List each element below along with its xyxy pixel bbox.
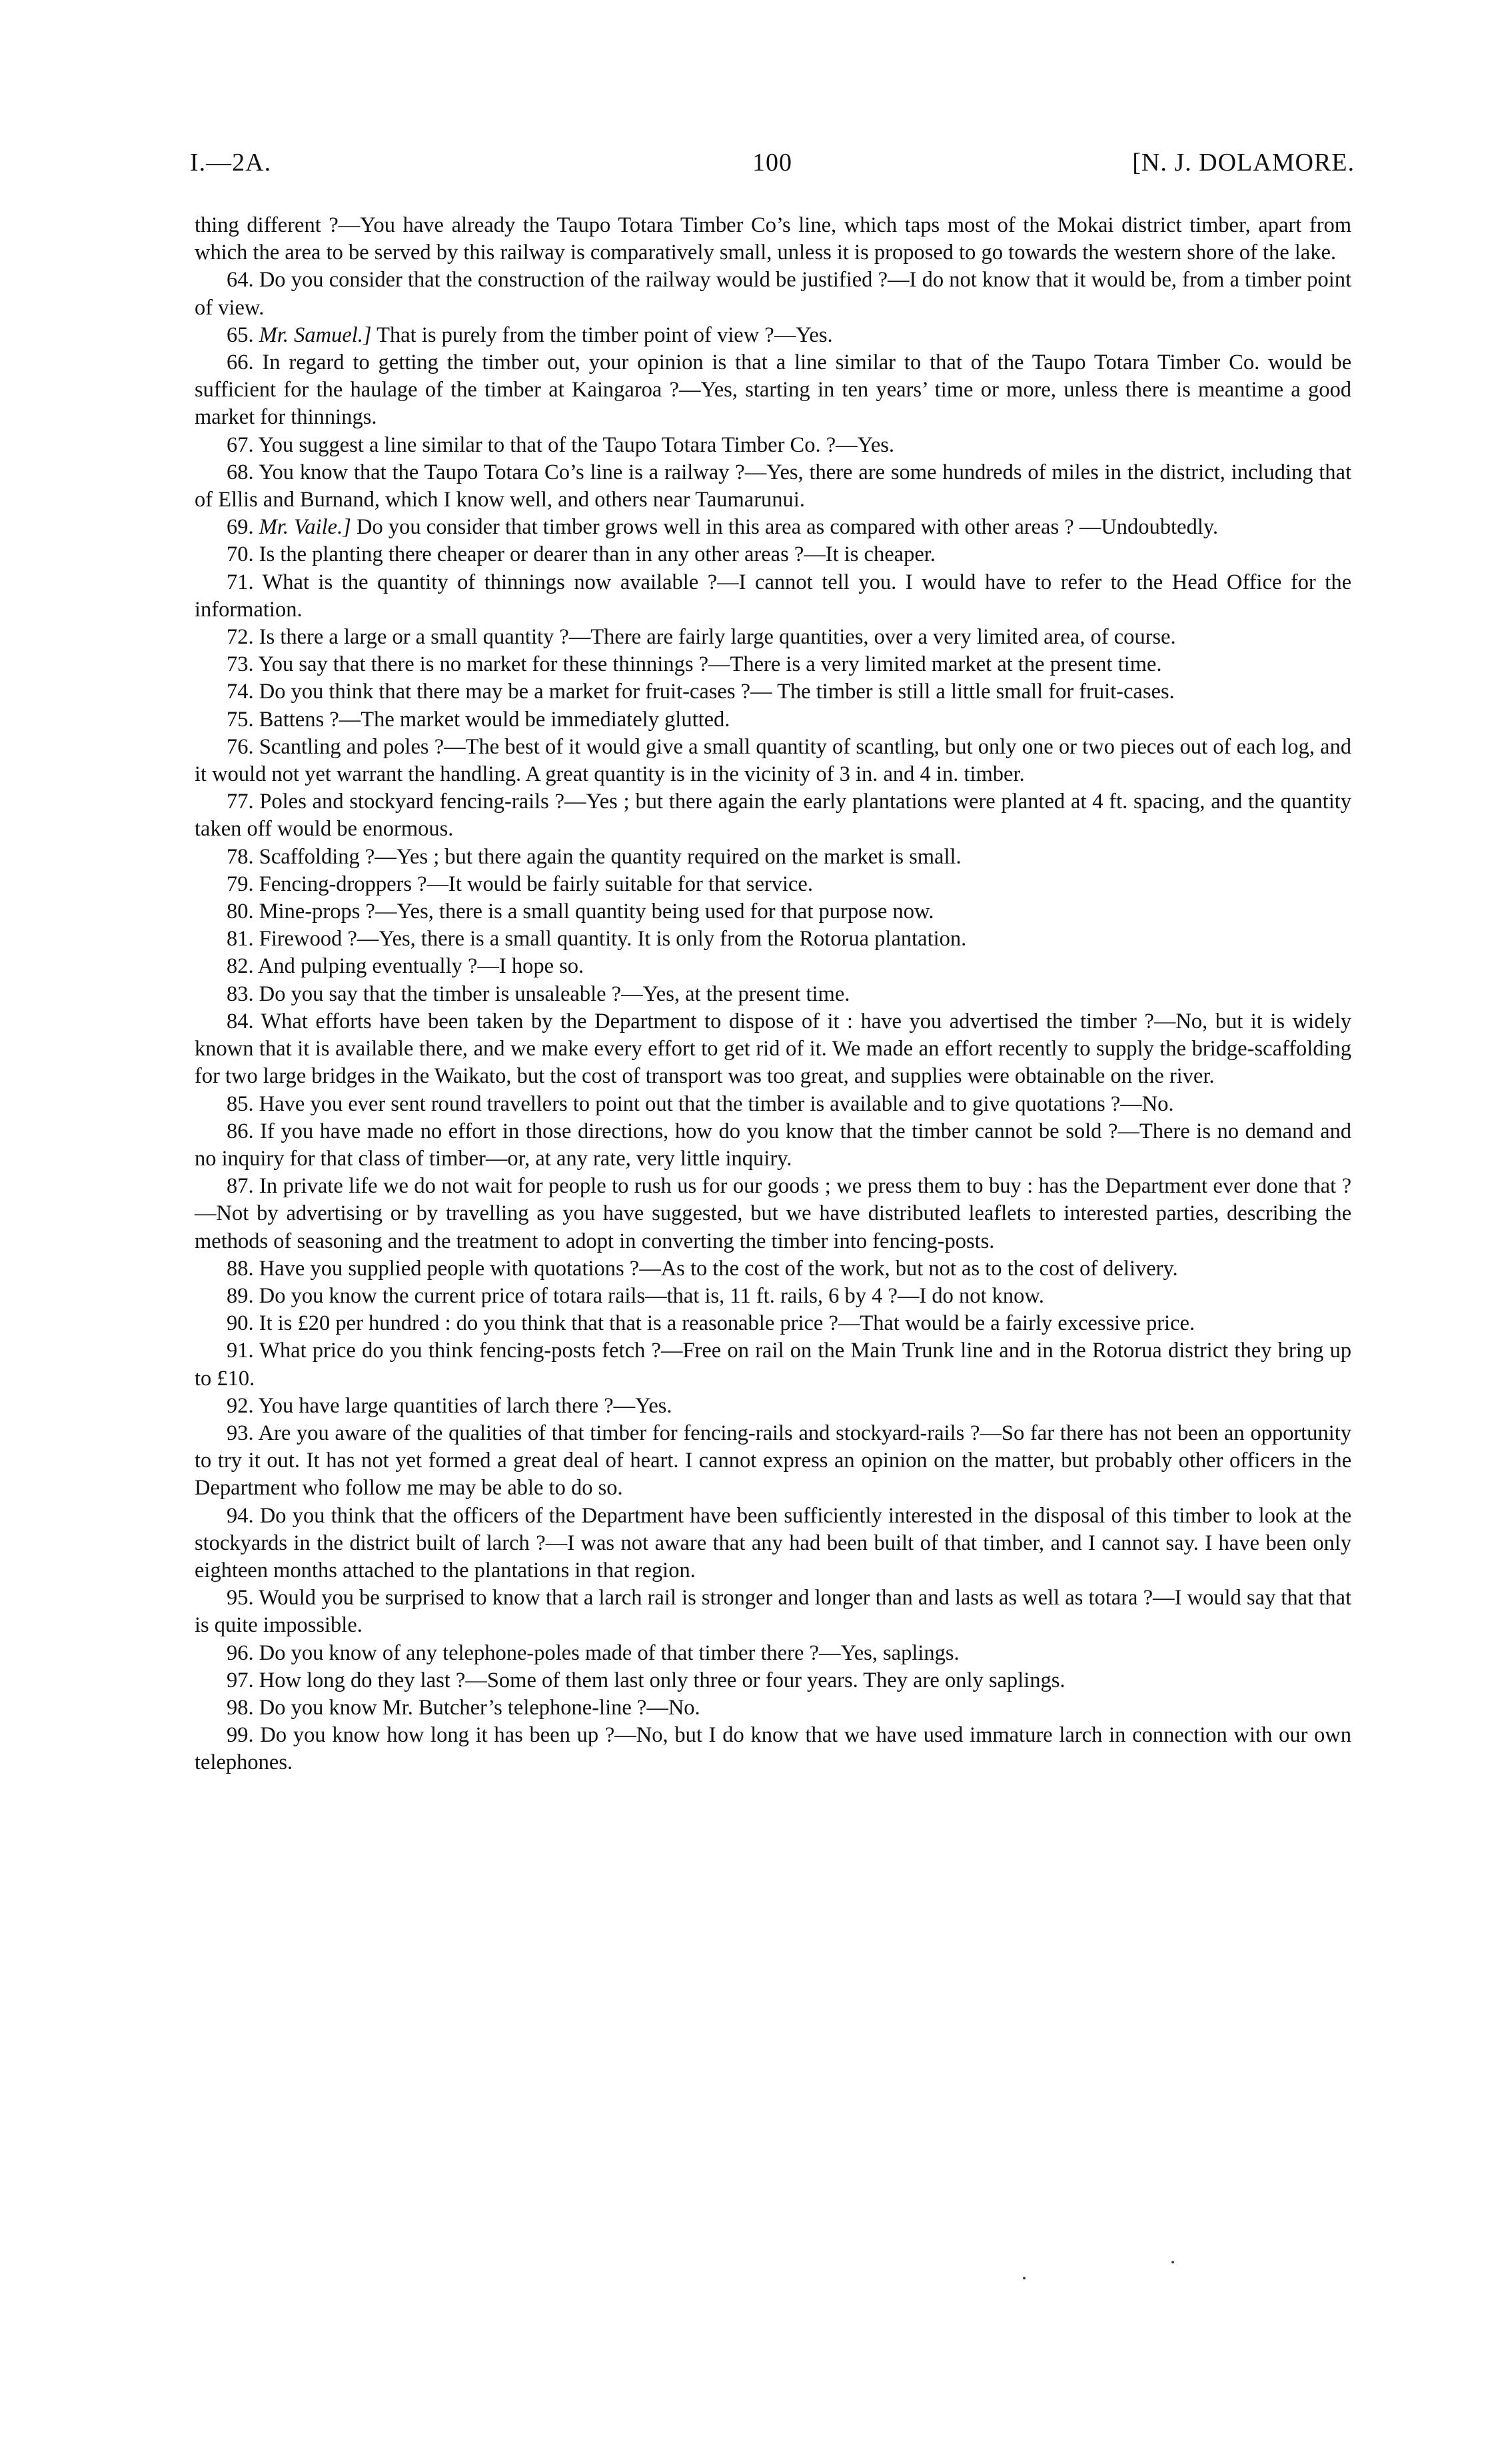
paragraph: 64. Do you consider that the construction of the railway would be justified ?—I do not know that it would be, from a timber point of view. <box>195 268 1351 320</box>
paragraph: 75. Battens ?—The market would be immediately glutted. <box>227 707 730 732</box>
paragraph: 76. Scantling and poles ?—The best of it would give a small quantity of scantling, but only one or two pieces out of each log, and it would not yet warrant the handling. A great quantity is in the vicinity of 3 in. and 4 in. timber. <box>195 734 1351 787</box>
paragraph: 93. Are you aware of the qualities of that timber for fencing-rails and stockyard-rails ?—So far there has not been an opportunity to try it out. It has not yet formed a great deal of heart. I cannot express an opinion on the matter, but probably other officers in the Department who follow me may be able to do so. <box>195 1421 1351 1501</box>
ink-speck <box>1171 2261 1174 2263</box>
paragraph: 98. Do you know Mr. Butcher’s telephone-line ?—No. <box>227 1695 700 1720</box>
paragraph: 86. If you have made no effort in those directions, how do you know that the timber cannot be sold ?—There is no demand and no inquiry for that class of timber—or, at any rate, very little inquiry. <box>195 1119 1351 1171</box>
ink-speck <box>1023 2277 1026 2279</box>
paragraph: 66. In regard to getting the timber out, your opinion is that a line similar to that of the Taupo Totara Timber Co. would be sufficient for the haulage of the timber at Kaingaroa ?—Yes, starting in ten years’ time or more, unless there is meantime a good market for thinnings. <box>195 350 1351 430</box>
paragraph: 96. Do you know of any telephone-poles made of that timber there ?—Yes, saplings. <box>227 1640 960 1665</box>
paragraph <box>195 322 1351 349</box>
speaker: Mr. Vaile.] <box>259 515 351 540</box>
paragraph: 97. How long do they last ?—Some of them last only three or four years. They are only saplings. <box>227 1668 1066 1692</box>
paragraph: 83. Do you say that the timber is unsaleable ?—Yes, at the present time. <box>227 981 850 1006</box>
page-number: 100 <box>752 149 792 177</box>
paragraph: 85. Have you ever sent round travellers to point out that the timber is available and to give quotations ?—No. <box>227 1091 1174 1116</box>
paragraph: 94. Do you think that the officers of the Department have been sufficiently interested in the disposal of this timber to look at the stockyards in the district built of larch ?—I was not aware that any had been built of that timber, and I cannot say. I have been only eighteen months attached to the plantations in that region. <box>195 1503 1351 1582</box>
paragraph: 80. Mine-props ?—Yes, there is a small quantity being used for that purpose now. <box>227 900 934 924</box>
page-body <box>195 212 1351 1777</box>
paragraph: 99. Do you know how long it has been up ?—No, but I do know that we have used immature larch in connection with our own telephones. <box>195 1723 1351 1775</box>
paragraph: 70. Is the planting there cheaper or dearer than in any other areas ?—It is cheaper. <box>227 542 936 567</box>
paragraph: 79. Fencing-droppers ?—It would be fairly suitable for that service. <box>227 872 813 896</box>
paragraph: 67. You suggest a line similar to that of the Taupo Totara Timber Co. ?—Yes. <box>227 432 895 457</box>
paragraph: 68. You know that the Taupo Totara Co’s line is a railway ?—Yes, there are some hundreds of miles in the district, including that of Ellis and Burnand, which I know well, and others near Taumarunui. <box>195 460 1351 512</box>
paragraph: 92. You have large quantities of larch there ?—Yes. <box>227 1393 672 1418</box>
paragraph: 89. Do you know the current price of totara rails—that is, 11 ft. rails, 6 by 4 ?—I do not know. <box>227 1283 1044 1308</box>
paragraph-text: Do you consider that timber grows well in this area as compared with other areas ? —Undoubtedly. <box>357 515 1219 540</box>
paragraph: 90. It is £20 per hundred : do you think that that is a reasonable price ?—That would be a fairly excessive price. <box>227 1311 1195 1336</box>
paragraph: 87. In private life we do not wait for people to rush us for our goods ; we press them to buy : has the Department ever done that ?—Not by advertising or by travelling as you have suggested, but we have distributed leaflets to interested parties, describing the methods of seasoning and the treatment to adopt in converting the timber into fencing-posts. <box>195 1174 1351 1253</box>
paragraph: 73. You say that there is no market for these thinnings ?—There is a very limited market at the present time. <box>227 652 1162 677</box>
paragraph: 82. And pulping eventually ?—I hope so. <box>227 954 584 979</box>
paragraph: 78. Scaffolding ?—Yes ; but there again the quantity required on the market is small. <box>227 844 962 869</box>
paragraph: 84. What efforts have been taken by the Department to dispose of it : have you advertised the timber ?—No, but it is widely known that it is available there, and we make every effort to get rid of it. We made an effort recently to supply the bridge-scaffolding for two large bridges in the Waikato, but the cost of transport was too great, and supplies were obtainable on the river. <box>195 1009 1351 1089</box>
paragraph: 91. What price do you think fencing-posts fetch ?—Free on rail on the Main Trunk line and in the Rotorua district they bring up to £10. <box>195 1339 1351 1391</box>
witness-name: [N. J. DOLAMORE. <box>1132 149 1355 177</box>
question-number: 65. <box>227 322 254 347</box>
speaker: Mr. Samuel.] <box>259 322 372 347</box>
paragraph: 71. What is the quantity of thinnings now available ?—I cannot tell you. I would have to refer to the Head Office for the information. <box>195 570 1351 622</box>
paragraph: 95. Would you be surprised to know that a larch rail is stronger and longer than and lasts as well as totara ?—I would say that that is quite impossible. <box>195 1586 1351 1638</box>
paragraph: 81. Firewood ?—Yes, there is a small quantity. It is only from the Rotorua plantation. <box>227 927 967 951</box>
paragraph: 77. Poles and stockyard fencing-rails ?—Yes ; but there again the early plantations were planted at 4 ft. spacing, and the quantity taken off would be enormous. <box>195 790 1351 842</box>
paragraph <box>195 514 1351 541</box>
paragraph: 72. Is there a large or a small quantity ?—There are fairly large quantities, over a very limited area, of course. <box>227 625 1176 650</box>
page-header <box>190 148 1355 188</box>
paragraph: thing different ?—You have already the Taupo Totara Timber Co’s line, which taps most of the Mokai district timber, apart from which the area to be served by this railway is comparatively small, unless it is proposed to go towards the western shore of the lake. <box>195 213 1351 265</box>
paragraph-text: That is purely from the timber point of view ?—Yes. <box>376 322 833 347</box>
document-reference: I.—2A. <box>190 149 272 177</box>
paragraph: 88. Have you supplied people with quotations ?—As to the cost of the work, but not as to the cost of delivery. <box>227 1256 1178 1281</box>
question-number: 69. <box>227 515 254 540</box>
paragraph: 74. Do you think that there may be a market for fruit-cases ?— The timber is still a little small for fruit-cases. <box>227 680 1175 704</box>
